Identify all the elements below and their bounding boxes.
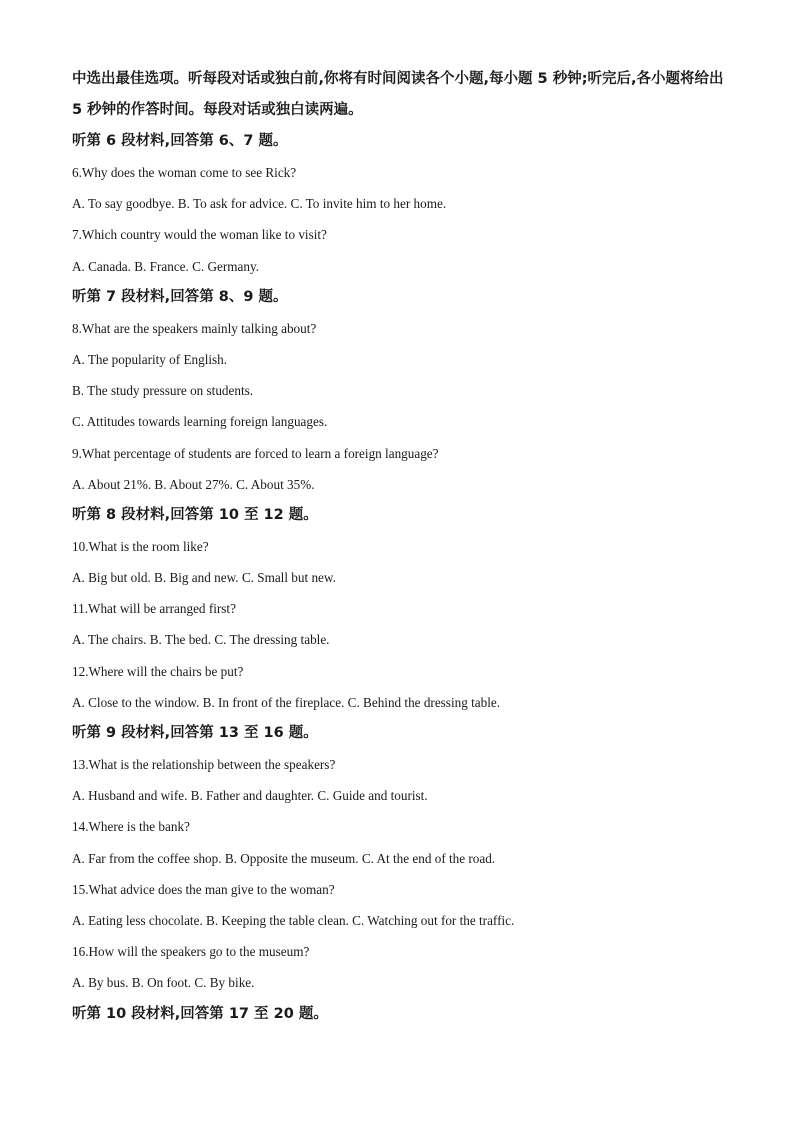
question-stem: 13.What is the relationship between the speakers? [72,757,336,772]
question-stem: 10.What is the room like? [72,538,209,554]
question-list [72,126,732,1030]
section-heading: 听第 10 段材料,回答第 17 至 20 题。 [72,1005,328,1022]
question-stem: 8.What are the speakers mainly talking about? [72,320,317,336]
section-heading: 听第 6 段材料,回答第 6、7 题。 [72,133,288,149]
answer-options: B. The study pressure on students. [72,383,254,399]
section-heading: 听第 7 段材料,回答第 8、9 题。 [72,288,288,305]
answer-options: A. By bus. B. On foot. C. By bike. [72,975,255,991]
question-stem: 9.What percentage of students are forced to learn a foreign language? [72,445,439,461]
answer-options: A. The popularity of English. [72,351,228,367]
answer-options: A. Canada. B. France. C. Germany. [72,258,260,274]
answer-options: A. Eating less chocolate. B. Keeping the table clean. C. Watching out for the traffic. [72,912,515,928]
answer-options: A. The chairs. B. The bed. C. The dressing table. [72,632,330,648]
answer-options: C. Attitudes towards learning foreign languages. [72,414,328,430]
question-stem: 11.What will be arranged first? [72,601,236,617]
answer-options: A. Big but old. B. Big and new. C. Small but new. [72,570,336,586]
question-stem: 14.Where is the bank? [72,819,190,835]
section-heading: 听第 8 段材料,回答第 10 至 12 题。 [72,506,318,523]
answer-options: A. About 21%. B. About 27%. C. About 35%. [72,476,315,492]
question-stem: 15.What advice does the man give to the woman? [72,881,335,897]
answer-options: A. To say goodbye. B. To ask for advice. C. To invite him to her home. [72,196,447,212]
exam-page [72,64,732,1030]
answer-options: A. Husband and wife. B. Father and daughter. C. Guide and tourist. [72,788,428,804]
question-stem: 6.Why does the woman come to see Rick? [72,165,297,180]
answer-options: A. Far from the coffee shop. B. Opposite the museum. C. At the end of the road. [72,850,496,866]
question-stem: 12.Where will the chairs be put? [72,663,244,679]
question-stem: 16.How will the speakers go to the museum? [72,944,310,960]
question-stem: 7.Which country would the woman like to visit? [72,227,327,243]
section-heading: 听第 9 段材料,回答第 13 至 16 题。 [72,725,318,741]
listening-instructions: 中选出最佳选项。听每段对话或独白前,你将有时间阅读各个小题,每小题 5 秒钟;听完后,各小题将给出 5 秒钟的作答时间。每段对话或独白读两遍。 [72,71,724,118]
answer-options: A. Close to the window. B. In front of the fireplace. C. Behind the dressing table. [72,694,501,710]
